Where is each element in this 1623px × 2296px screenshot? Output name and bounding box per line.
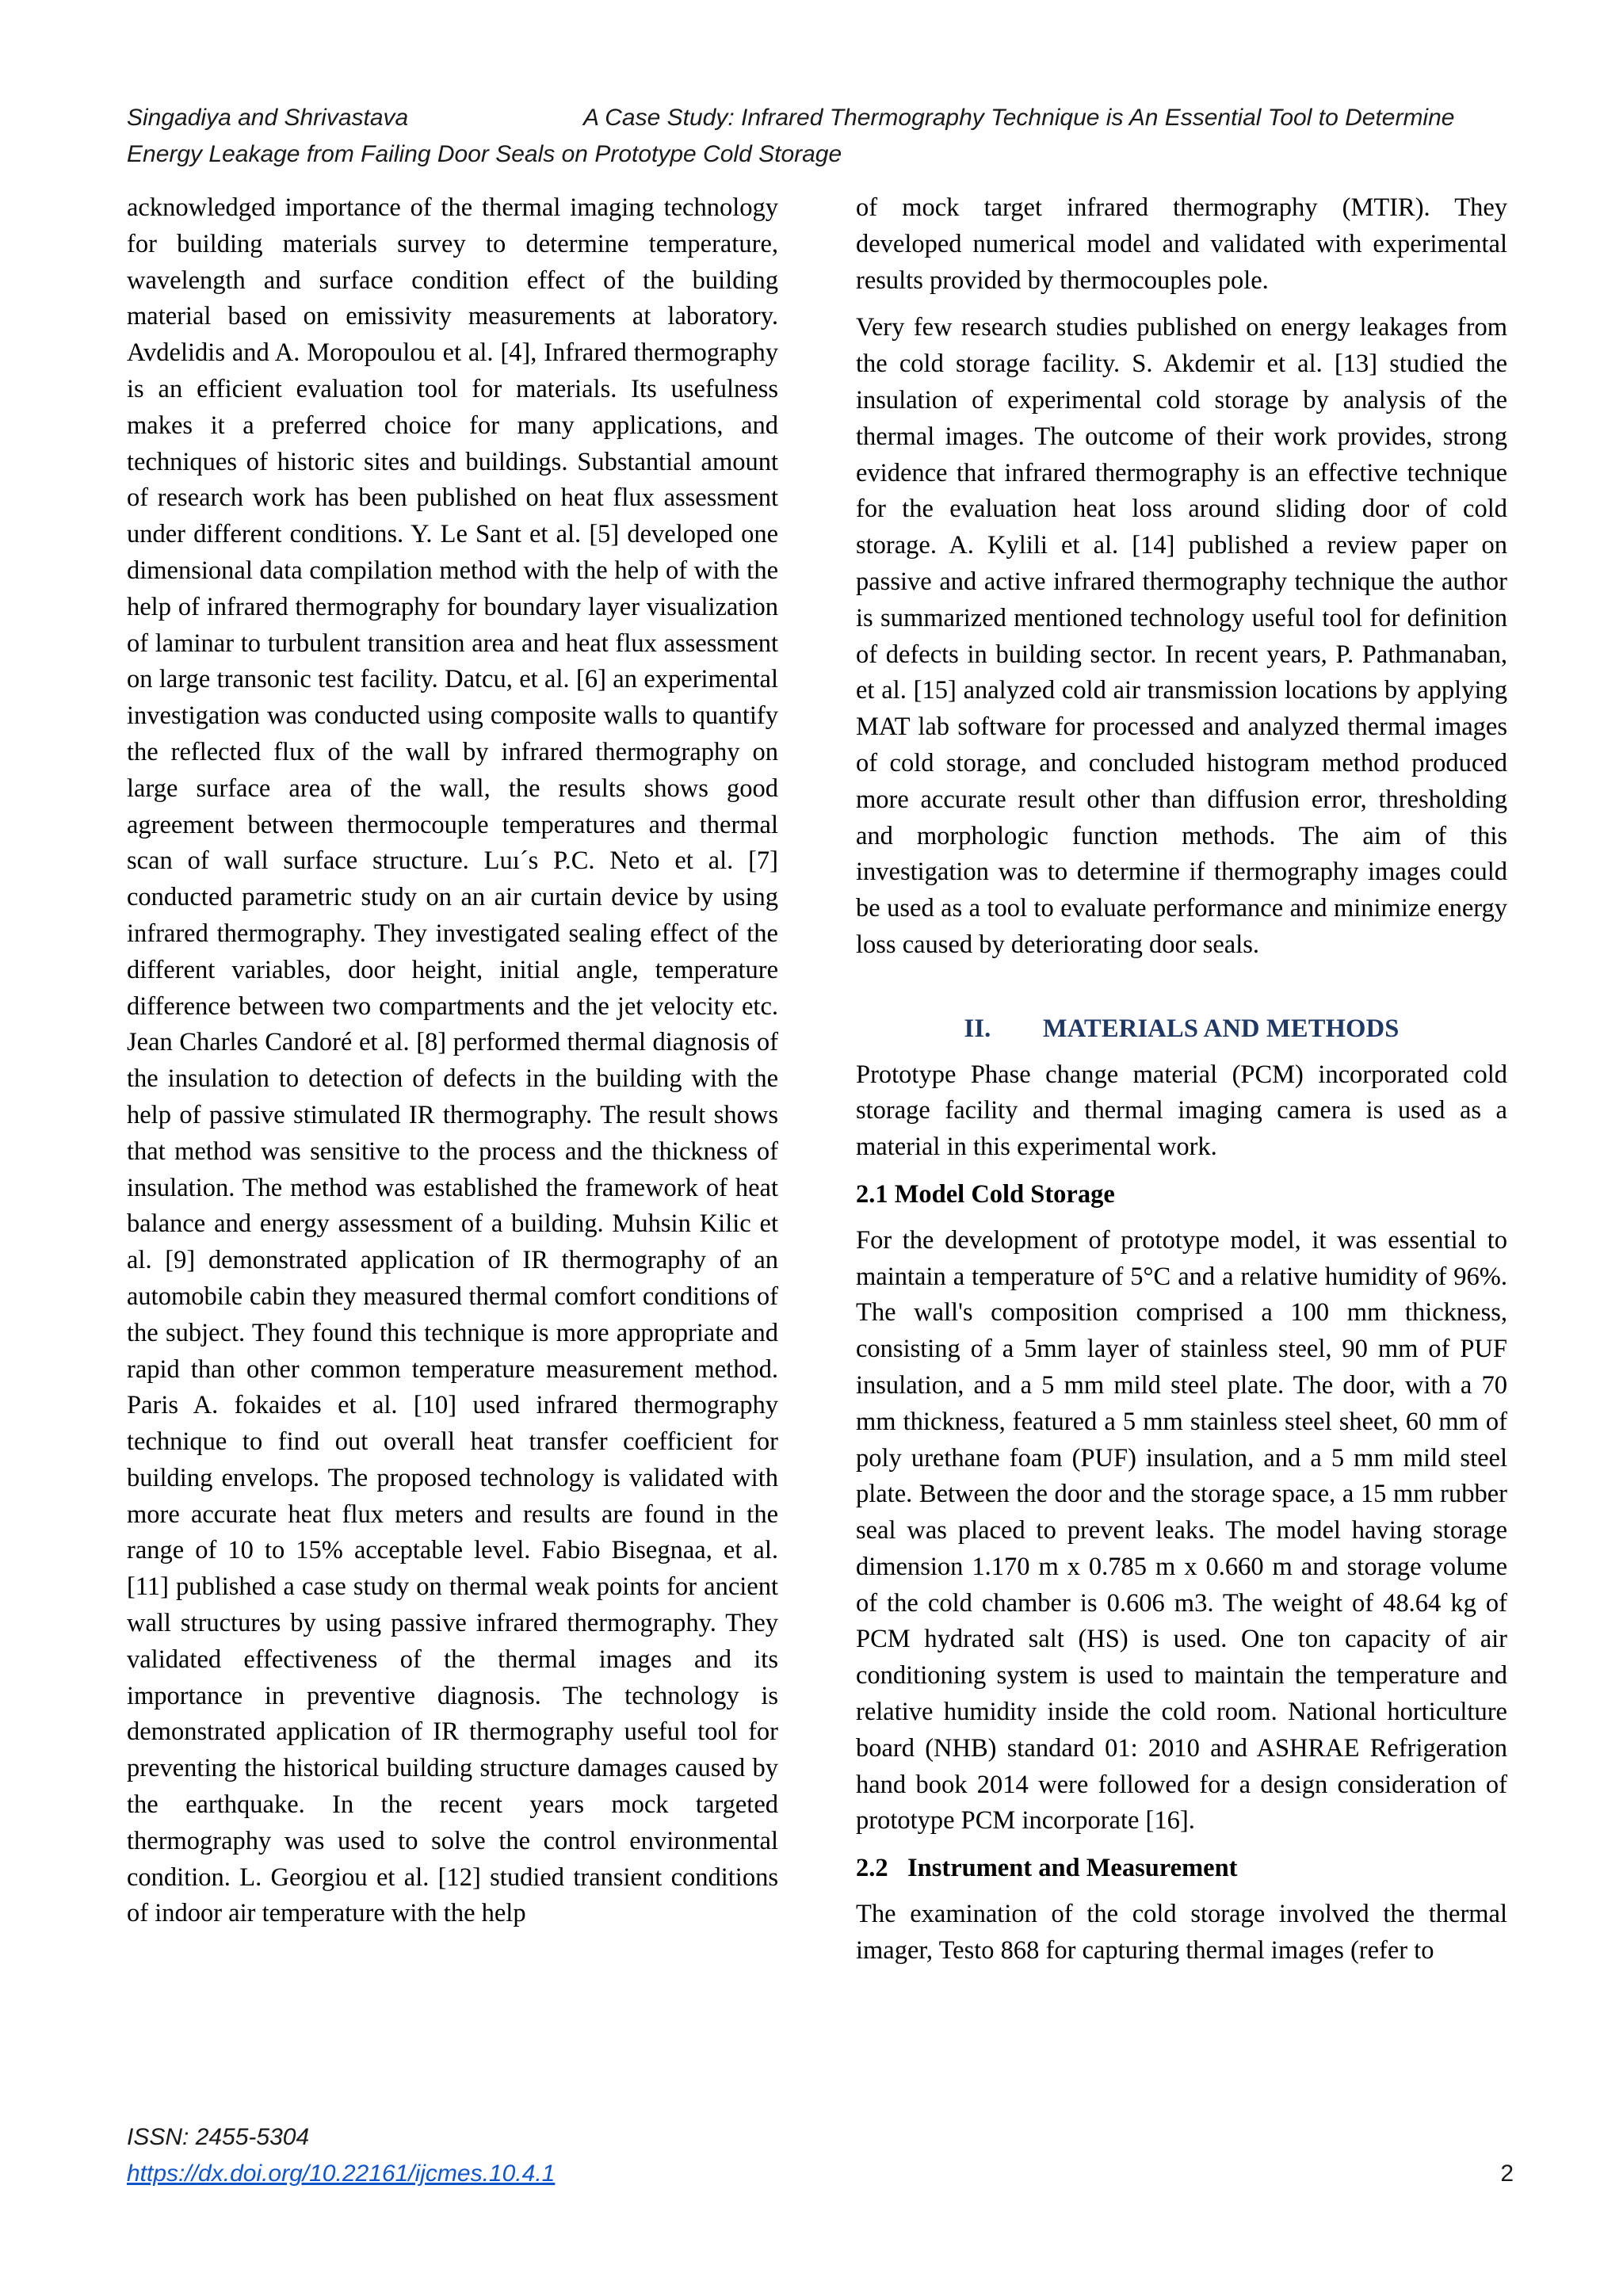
header-title-line1: A Case Study: Infrared Thermography Technique is An Essential Tool to Determine xyxy=(583,105,1455,131)
footer-doi-link[interactable]: https://dx.doi.org/10.22161/ijcmes.10.4.1 xyxy=(127,2160,556,2187)
page-number: 2 xyxy=(1500,2160,1514,2187)
right-paragraph-2: Very few research studies published on energy leakages from the cold storage facility. S. Akdemir et al. [13] studied the insulation of experimental cold storage by analysis of the thermal images. The outcome of their work provides, strong evidence that infrared thermography is an effective technique for the evaluation heat loss around sliding door of cold storage. A. Kylili et al. [14] published a review paper on passive and active infrared thermography technique the author is summarized mentioned technology useful tool for definition of defects in building sector. In recent years, P. Pathmanaban, et al. [15] analyzed cold air transmission locations by applying MAT lab software for processed and analyzed thermal images of cold storage, and concluded histogram method produced more accurate result other than diffusion error, thresholding and morphologic function methods. The aim of this investigation was to determine if thermography images could be used as a tool to evaluate performance and minimize energy loss caused by deteriorating door seals. xyxy=(856,313,1507,959)
right-paragraph-3: Prototype Phase change material (PCM) incorporated cold storage facility and thermal imaging camera is used as a material in this experimental work. xyxy=(856,1060,1507,1162)
right-paragraph-4: For the development of prototype model, it was essential to maintain a temperature of 5°C and a relative humidity of 96%. The wall's composition comprised a 100 mm thickness, consisting of a 5mm layer of stainless steel, 90 mm of PUF insulation, and a 5 mm mild steel plate. The door, with a 70 mm thickness, featured a 5 mm stainless steel sheet, 60 mm of poly urethane foam (PUF) insulation, and a 5 mm mild steel plate. Between the door and the storage space, a 15 mm rubber seal was placed to prevent leaks. The model having storage dimension 1.170 m x 0.785 m x 0.660 m and storage volume of the cold chamber is 0.606 m3. The weight of 48.64 kg of PCM hydrated salt (HS) is used. One ton capacity of air conditioning system is used to maintain the temperature and relative humidity inside the cold room. National horticulture board (NHB) standard 01: 2010 and ASHRAE Refrigeration hand book 2014 were followed for a design consideration of prototype PCM incorporate [16]. xyxy=(856,1225,1507,1836)
subsection-heading-instrument-measurement: 2.2 Instrument and Measurement xyxy=(856,1854,1238,1883)
right-column xyxy=(856,190,1507,1969)
running-header xyxy=(127,100,1514,173)
left-column xyxy=(127,190,778,1932)
page-footer xyxy=(127,2119,1514,2192)
header-authors: Singadiya and Shrivastava xyxy=(127,105,409,131)
header-title-line2: Energy Leakage from Failing Door Seals on Prototype Cold Storage xyxy=(127,141,842,167)
right-paragraph-1: of mock target infrared thermography (MTIR). They developed numerical model and validated with experimental results provided by thermocouples pole. xyxy=(856,193,1507,295)
subsection-heading-model-cold-storage: 2.1 Model Cold Storage xyxy=(856,1179,1115,1209)
footer-issn: ISSN: 2455-5304 xyxy=(127,2124,310,2150)
left-paragraph: acknowledged importance of the thermal imaging technology for building materials survey to determine temperature, wavelength and surface condition effect of the building material based on emissivity measurements at laboratory. Avdelidis and A. Moropoulou et al. [4], Infrared thermography is an efficient evaluation tool for materials. Its usefulness makes it a preferred choice for many applications, and techniques of historic sites and buildings. Substantial amount of research work has been published on heat flux assessment under different conditions. Y. Le Sant et al. [5] developed one dimensional data compilation method with the help of with the help of infrared thermography for boundary layer visualization of laminar to turbulent transition area and heat flux assessment on large transonic test facility. Datcu, et al. [6] an experimental investigation was conducted using composite walls to quantify the reflected flux of the wall by infrared thermography on large surface area of the wall, the results shows good agreement between thermocouple temperatures and thermal scan of wall surface structure. Luı´s P.C. Neto et al. [7] conducted parametric study on an air curtain device by using infrared thermography. They investigated sealing effect of the different variables, door height, initial angle, temperature difference between two compartments and the jet velocity etc. Jean Charles Candoré et al. [8] performed thermal diagnosis of the insulation to detection of defects in the building with the help of passive stimulated IR thermography. The result shows that method was sensitive to the process and the thickness of insulation. The method was established the framework of heat balance and energy assessment of a building. Muhsin Kilic et al. [9] demonstrated application of IR thermography of an automobile cabin they measured thermal comfort conditions of the subject. They found this technique is more appropriate and rapid than other common temperature measurement method. Paris A. fokaides et al. [10] used infrared thermography technique to find out overall heat transfer coefficient for building envelops. The proposed technology is validated with more accurate heat flux meters and results are found in the range of 10 to 15% acceptable level. Fabio Bisegnaa, et al. [11] published a case study on thermal weak points for ancient wall structures by using passive infrared thermography. They validated effectiveness of the thermal images and its importance in preventive diagnosis. The technology is demonstrated application of IR thermography useful tool for preventing the historical building structure damages caused by the earthquake. In the recent years mock targeted thermography was used to solve the control environmental condition. L. Georgiou et al. [12] studied transient conditions of indoor air temperature with the help xyxy=(127,193,778,1928)
right-paragraph-5: The examination of the cold storage involved the thermal imager, Testo 868 for capturing thermal images (refer to xyxy=(856,1900,1507,1965)
section-heading-materials-methods: II. MATERIALS AND METHODS xyxy=(964,1014,1400,1043)
